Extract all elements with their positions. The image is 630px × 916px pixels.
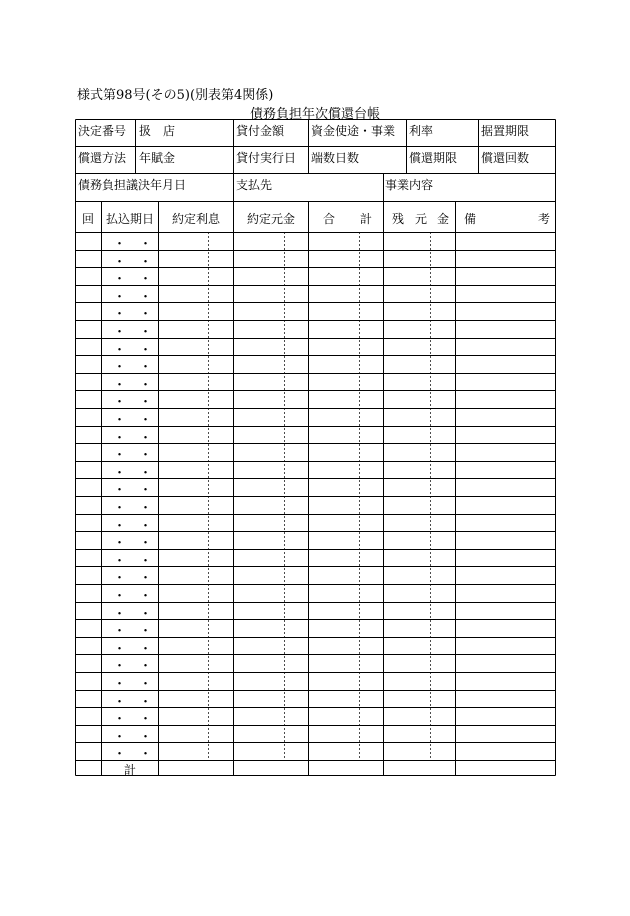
label-grace-period: 据置期限 <box>481 124 530 138</box>
row-date-mark: ・ ・ <box>113 712 153 728</box>
label-repay-method: 償還方法 <box>78 151 127 165</box>
row-date-mark: ・ ・ <box>113 342 153 358</box>
row-date-mark: ・ ・ <box>113 483 153 499</box>
label-loan-exec-date: 貸付実行日 <box>236 151 297 165</box>
row-date-mark: ・ ・ <box>113 624 153 640</box>
document-title: 債務負担年次償還台帳 <box>249 107 380 122</box>
row-date-mark: ・ ・ <box>113 254 153 270</box>
row-date-mark: ・ ・ <box>113 237 153 252</box>
row-date-mark: ・ ・ <box>113 536 153 552</box>
label-fund-use: 資金使途・事業 <box>311 124 396 138</box>
row-date-mark: ・ ・ <box>113 571 153 587</box>
row-date-mark: ・ ・ <box>113 360 153 376</box>
col-balance-a: 残 <box>392 212 405 226</box>
row-date-mark: ・ ・ <box>113 589 153 604</box>
col-pay-date: 払込期日 <box>106 212 155 226</box>
footer-total-label: 計 <box>124 763 137 777</box>
value-repay-method: 年賦金 <box>139 151 176 165</box>
col-interest: 約定利息 <box>172 212 221 226</box>
col-balance-c: 金 <box>437 212 450 226</box>
label-loan-amount: 貸付金額 <box>236 124 285 138</box>
label-repay-count: 償還回数 <box>481 151 530 165</box>
row-date-mark: ・ ・ <box>113 448 153 464</box>
label-branch: 扱 店 <box>139 124 176 138</box>
label-project: 事業内容 <box>385 178 434 192</box>
row-date-mark: ・ ・ <box>113 641 153 657</box>
label-interest-rate: 利率 <box>409 124 434 138</box>
row-date-mark: ・ ・ <box>113 395 153 411</box>
row-date-mark: ・ ・ <box>113 289 153 305</box>
row-date-mark: ・ ・ <box>113 413 153 428</box>
ledger-table <box>75 119 556 776</box>
row-date-mark: ・ ・ <box>113 729 153 745</box>
col-total-b: 計 <box>360 212 373 226</box>
form-number: 様式第98号(その5)(別表第4関係) <box>77 88 274 103</box>
row-date-mark: ・ ・ <box>113 307 153 323</box>
label-fraction-days: 端数日数 <box>311 151 360 165</box>
row-date-mark: ・ ・ <box>113 501 153 516</box>
row-date-mark: ・ ・ <box>113 694 153 710</box>
row-date-mark: ・ ・ <box>113 465 153 481</box>
label-decision-no: 決定番号 <box>78 124 127 138</box>
row-date-mark: ・ ・ <box>113 553 153 569</box>
row-date-mark: ・ ・ <box>113 430 153 446</box>
row-date-mark: ・ ・ <box>113 272 153 288</box>
row-date-mark: ・ ・ <box>113 606 153 622</box>
col-principal: 約定元金 <box>247 212 296 226</box>
col-balance-b: 元 <box>415 212 428 226</box>
row-date-mark: ・ ・ <box>113 377 153 393</box>
row-date-mark: ・ ・ <box>113 325 153 340</box>
col-times: 回 <box>82 212 95 226</box>
label-payee: 支払先 <box>236 178 273 192</box>
label-repay-deadline: 償還期限 <box>409 151 458 165</box>
row-date-mark: ・ ・ <box>113 747 153 763</box>
row-date-mark: ・ ・ <box>113 518 153 534</box>
col-remarks-a: 備 <box>464 212 477 226</box>
col-remarks-b: 考 <box>538 212 551 226</box>
col-total-a: 合 <box>323 212 336 226</box>
row-date-mark: ・ ・ <box>113 659 153 675</box>
label-resolution-date: 債務負担議決年月日 <box>78 178 187 192</box>
row-date-mark: ・ ・ <box>113 677 153 692</box>
